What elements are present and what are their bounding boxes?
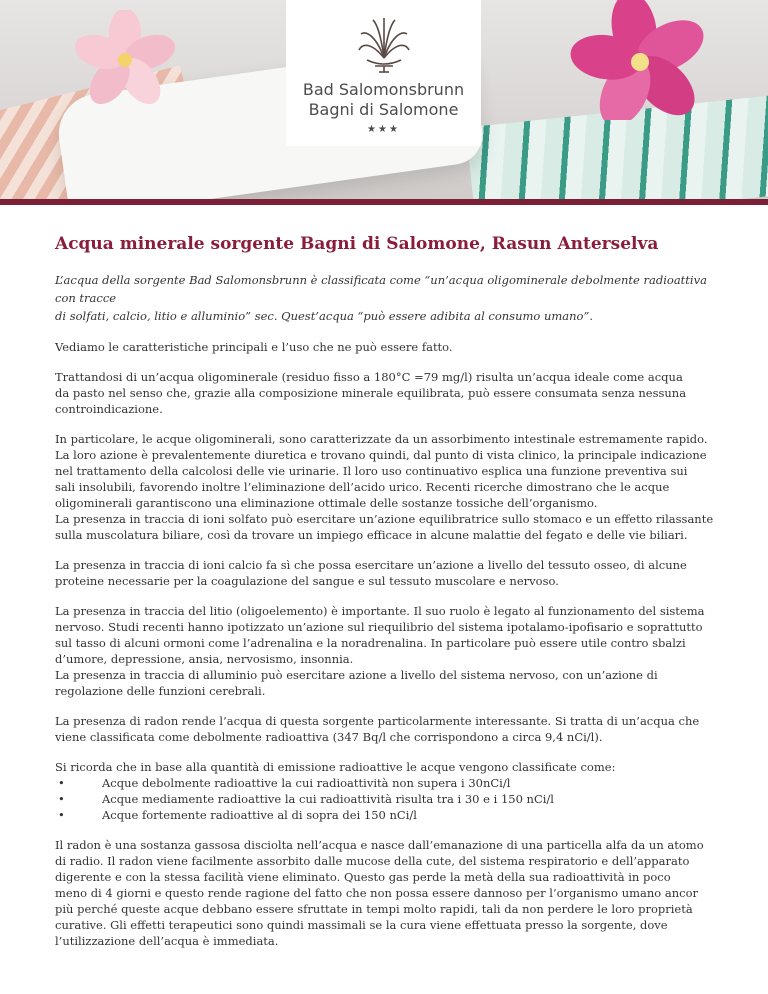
- radioactivity-list: [55, 775, 719, 823]
- brand-name-line2: Bagni di Salomone: [308, 100, 459, 119]
- fountain-emblem-icon: [353, 14, 415, 76]
- hero-bottom-stripe: [0, 199, 768, 205]
- list-item: • Acque fortemente radioattive al di sopra dei 150 nCi/l: [55, 807, 719, 823]
- flower-left-icon: [70, 10, 180, 110]
- paragraph-classification: Si ricorda che in base alla quantità di emissione radioattive le acque vengono classificate come:: [55, 760, 616, 774]
- paragraph-lithium: La presenza in traccia del litio (oligoelemento) è importante. Il suo ruolo è legato al funzionamento del sistema nervoso. Studi recenti hanno ipotizzato un’azione sul riequilibrio del sistema ipotalamo-ipofisario e soprattutto sul tasso di alcuni ormoni come l’adrenalina e la noradrenalina. In particolare può essere utile contro sbalzi d’umore, depressione, ansia, nervosismo, insonnia. La presenza in traccia di alluminio può esercitare azione a livello del sistema nervoso, con un’azione di regolazione delle funzioni cerebrali.: [55, 604, 705, 698]
- paragraph-oligomineral: Trattandosi di un’acqua oligominerale (residuo fisso a 180°C =79 mg/l) risulta un’acqua ideale come acqua da pasto nel senso che, grazie alla composizione minerale equilibrata, può essere consumata senza nessuna controindicazione.: [55, 370, 687, 416]
- article-intro: L’acqua della sorgente Bad Salomonsbrunn è classificata come “un’acqua oligominerale debolmente radioattiva con tracce di solfati, calcio, litio e alluminio” sec. Quest’acqua “può essere adibita al consumo umano”.: [55, 273, 707, 323]
- brand-logo: [286, 0, 481, 146]
- paragraph-calcium: La presenza in traccia di ioni calcio fa sì che possa esercitare un’azione a livello del tessuto osseo, di alcune proteine necessarie per la coagulazione del sangue e sul tessuto muscolare e nervoso.: [55, 558, 687, 588]
- brand-name-line1: Bad Salomonsbrunn: [302, 80, 465, 99]
- list-item: • Acque mediamente radioattive la cui radioattività risulta tra i 30 e i 150 nCi/l: [55, 791, 719, 807]
- hotel-stars: ★★★: [367, 124, 400, 135]
- flower-right-icon: [555, 0, 730, 120]
- paragraph-effects: In particolare, le acque oligominerali, sono caratterizzate da un assorbimento intestinale estremamente rapido. La loro azione è prevalentemente diuretica e trovano quindi, dal punto di vista clinico, la principale indicazione nel trattamento della calcolosi delle vie urinarie. Il loro uso continuativo esplica una funzione preventiva sui sali insolubili, favorendo inoltre l’eliminazione dell’acido urico. Recenti ricerche dimostrano che le acque oligominerali garantiscono una eliminazione ottimale delle sostanze tossiche dell’organismo. La presenza in traccia di ioni solfato può esercitare un’azione equilibratrice sullo stomaco e un effetto rilassante sulla muscolatura biliare, così da trovare un impiego efficace in alcune malattie del fegato e delle vie biliari.: [55, 432, 714, 542]
- article-body: [55, 233, 719, 963]
- list-item: • Acque debolmente radioattive la cui radioattività non supera i 30nCi/l: [55, 775, 719, 791]
- article-title: Acqua minerale sorgente Bagni di Salomone, Rasun Anterselva: [55, 234, 659, 254]
- paragraph-radon-details: Il radon è una sostanza gassosa disciolta nell’acqua e nasce dall’emanazione di una particella alfa da un atomo di radio. Il radon viene facilmente assorbito dalle mucose della cute, del sistema respiratorio e dell’apparato digerente e con la stessa facilità viene eliminato. Questo gas perde la metà della sua radioattività in poco meno di 4 giorni e questo rende ragione del fatto che non possa essere dannoso per l’organismo umano ancor più perché queste acque debbano essere sfruttate in tempi molto rapidi, tali da non perdere le loro proprietà curative. Gli effetti terapeutici sono quindi massimali se la cura viene effettuata presso la sorgente, dove l’utilizzazione dell’acqua è immediata.: [55, 838, 704, 948]
- hero-banner: [0, 0, 768, 205]
- paragraph-overview: Vediamo le caratteristiche principali e l’uso che ne può essere fatto.: [55, 340, 453, 354]
- paragraph-radon: La presenza di radon rende l’acqua di questa sorgente particolarmente interessante. Si tratta di un’acqua che viene classificata come debolmente radioattiva (347 Bq/l che corrispondono a circa 9,4 nCi/l).: [55, 714, 700, 744]
